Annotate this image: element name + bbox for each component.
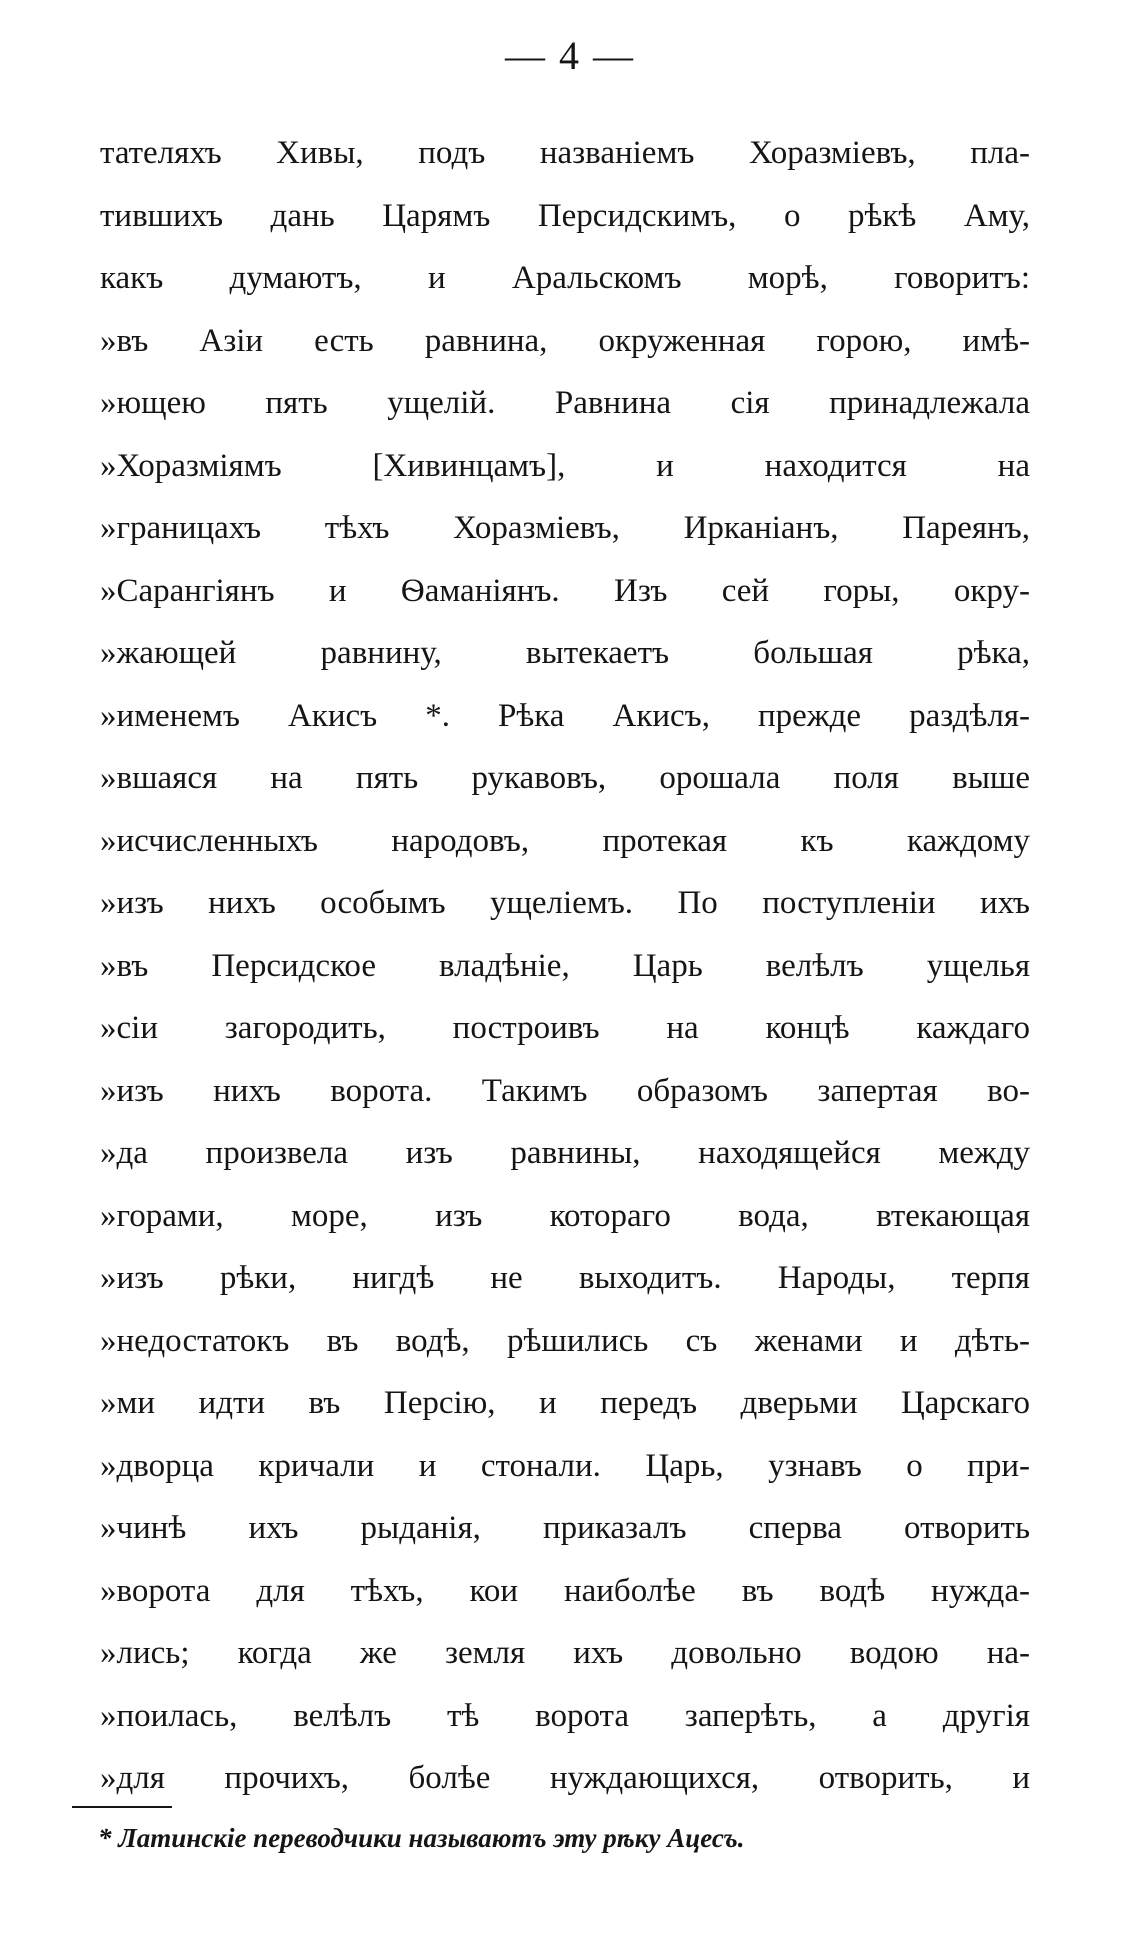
- page-number: — 4 —: [505, 33, 635, 78]
- footnote-divider: [72, 1806, 172, 1808]
- text-line: »ми идти въ Персію, и передъ дверьми Царскаго: [100, 1385, 1030, 1421]
- text-line: »границахъ тѣхъ Хоразміевъ, Ирканіанъ, Пареянъ,: [100, 510, 1030, 546]
- text-line: »именемъ Акисъ *. Рѣка Акисъ, прежде раздѣля-: [100, 697, 1030, 734]
- text-line: тившихъ дань Царямъ Персидскимъ, о рѣкѣ Аму,: [100, 197, 1030, 234]
- text-line: »Сарангіянъ и Ѳаманіянъ. Изъ сей горы, окру-: [100, 572, 1030, 609]
- text-line: »чинѣ ихъ рыданія, приказалъ сперва отворить: [100, 1510, 1030, 1546]
- text-line: »для прочихъ, болѣе нуждающихся, отворить, и: [100, 1760, 1030, 1796]
- text-line: »горами, море, изъ котораго вода, втекающая: [100, 1197, 1030, 1234]
- text-line: »изъ нихъ особымъ ущеліемъ. По поступленіи ихъ: [100, 885, 1030, 921]
- text-line: »изъ рѣки, нигдѣ не выходитъ. Народы, терпя: [100, 1260, 1030, 1296]
- text-line: »недостатокъ въ водѣ, рѣшились съ женами и дѣть-: [100, 1322, 1030, 1359]
- body-text: [100, 122, 1030, 1810]
- text-line: тателяхъ Хивы, подъ названіемъ Хоразміевъ, пла-: [100, 135, 1030, 171]
- text-line: »поилась, велѣлъ тѣ ворота заперѣть, а другія: [100, 1697, 1030, 1734]
- text-line: »вшаяся на пять рукавовъ, орошала поля выше: [100, 760, 1030, 796]
- text-line: »Хоразміямъ [Хивинцамъ], и находится на: [100, 447, 1030, 484]
- text-line: »ющею пять ущелій. Равнина сія принадлежала: [100, 385, 1030, 421]
- text-line: »да произвела изъ равнины, находящейся между: [100, 1135, 1030, 1171]
- text-line: »жающей равнину, вытекаетъ большая рѣка,: [100, 635, 1030, 671]
- text-line: »исчисленныхъ народовъ, протекая къ каждому: [100, 822, 1030, 859]
- text-line: »въ Персидское владѣніе, Царь велѣлъ ущелья: [100, 947, 1030, 984]
- text-line: »сіи загородить, построивъ на концѣ каждаго: [100, 1010, 1030, 1046]
- footnote: * Латинскіе переводчики называютъ эту рѣку Ацесъ.: [98, 1823, 745, 1853]
- text-line: »изъ нихъ ворота. Такимъ образомъ запертая во-: [100, 1072, 1030, 1109]
- text-line: »въ Азіи есть равнина, окруженная горою, имѣ-: [100, 322, 1030, 359]
- text-line: »лись; когда же земля ихъ довольно водою на-: [100, 1635, 1030, 1671]
- text-line: »ворота для тѣхъ, кои наиболѣе въ водѣ нужда-: [100, 1572, 1030, 1609]
- text-line: какъ думаютъ, и Аральскомъ морѣ, говоритъ:: [100, 260, 1030, 296]
- text-line: »дворца кричали и стонали. Царь, узнавъ о при-: [100, 1447, 1030, 1484]
